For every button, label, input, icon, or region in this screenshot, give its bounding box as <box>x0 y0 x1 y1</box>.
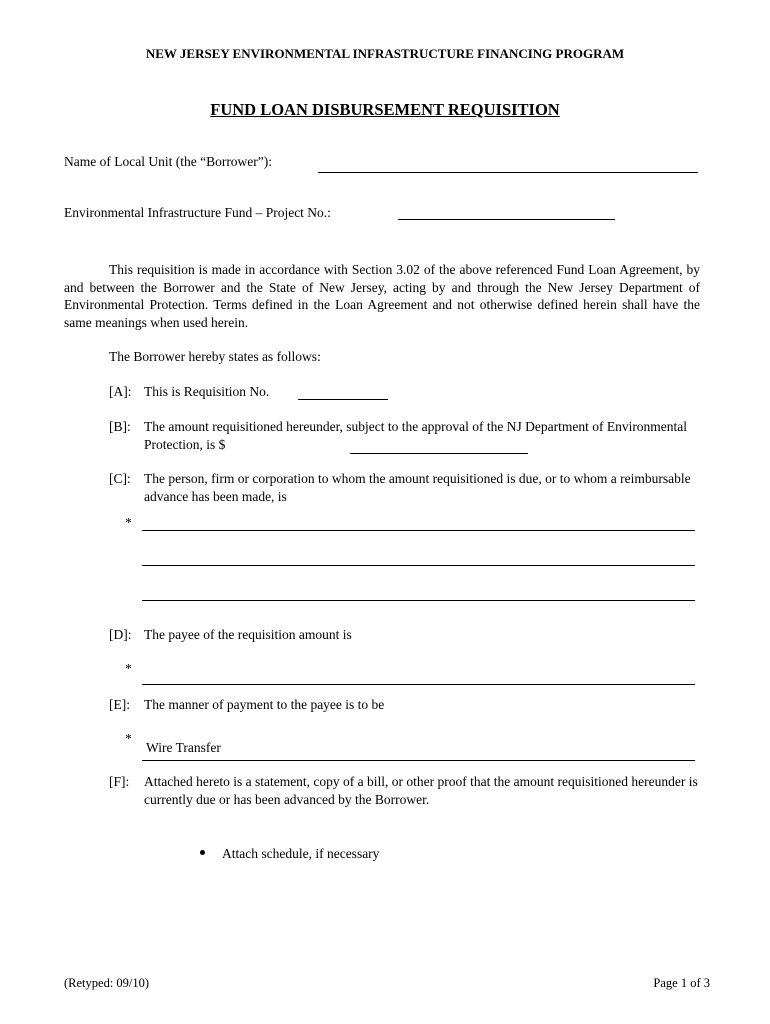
item-c-asterisk: * <box>125 515 132 530</box>
item-d-asterisk: * <box>125 661 132 676</box>
item-f-label: [F]: <box>109 774 130 789</box>
project-number-field[interactable] <box>398 219 615 220</box>
payee-firm-field-3[interactable] <box>142 600 695 601</box>
payment-method-field[interactable] <box>142 760 695 761</box>
amount-field[interactable] <box>350 453 528 454</box>
intro-paragraph: This requisition is made in accordance with Section 3.02 of the above referenced Fund Loan Agreement, by and between the Borrower and the State of New Jersey, acting by and through the New Jersey Department of Environmental Protection. Terms defined in the Loan Agreement and not otherwise defined herein shall have the same meanings when used herein. <box>64 262 700 330</box>
project-number-label: Environmental Infrastructure Fund – Project No.: <box>64 205 331 220</box>
requisition-number-field[interactable] <box>298 399 388 400</box>
item-c-label: [C]: <box>109 471 131 486</box>
payee-field[interactable] <box>142 684 695 685</box>
item-b-text: The amount requisitioned hereunder, subject to the approval of the NJ Department of Environmental Protection, is $ <box>144 419 688 452</box>
item-d-label: [D]: <box>109 627 132 642</box>
item-b-label: [B]: <box>109 419 131 434</box>
item-a-label: [A]: <box>109 384 132 399</box>
item-e-text: The manner of payment to the payee is to be <box>144 697 385 712</box>
payment-method-value: Wire Transfer <box>146 740 221 755</box>
item-c-text: The person, firm or corporation to whom the amount requisitioned is due, or to whom a reimbursable advance has been made, is <box>144 471 691 504</box>
bullet-icon <box>200 850 205 855</box>
borrower-name-field[interactable] <box>318 172 698 173</box>
item-e-asterisk: * <box>125 731 132 746</box>
item-f-text: Attached hereto is a statement, copy of a bill, or other proof that the amount requisitioned hereunder is currently due or has been advanced by the Borrower. <box>144 774 698 807</box>
footer-retyped: (Retyped: 09/10) <box>64 976 150 990</box>
payee-firm-field-2[interactable] <box>142 565 695 566</box>
footer-page-number: Page 1 of 3 <box>653 976 710 990</box>
item-e-label: [E]: <box>109 697 130 712</box>
states-intro: The Borrower hereby states as follows: <box>109 349 321 364</box>
borrower-label: Name of Local Unit (the “Borrower”): <box>64 154 273 169</box>
form-title: FUND LOAN DISBURSEMENT REQUISITION <box>210 100 560 119</box>
payee-firm-field-1[interactable] <box>142 530 695 531</box>
program-header: NEW JERSEY ENVIRONMENTAL INFRASTRUCTURE FINANCING PROGRAM <box>145 46 625 61</box>
item-d-text: The payee of the requisition amount is <box>144 627 352 642</box>
attach-schedule-note: Attach schedule, if necessary <box>222 846 380 861</box>
item-a-text: This is Requisition No. <box>144 384 270 399</box>
